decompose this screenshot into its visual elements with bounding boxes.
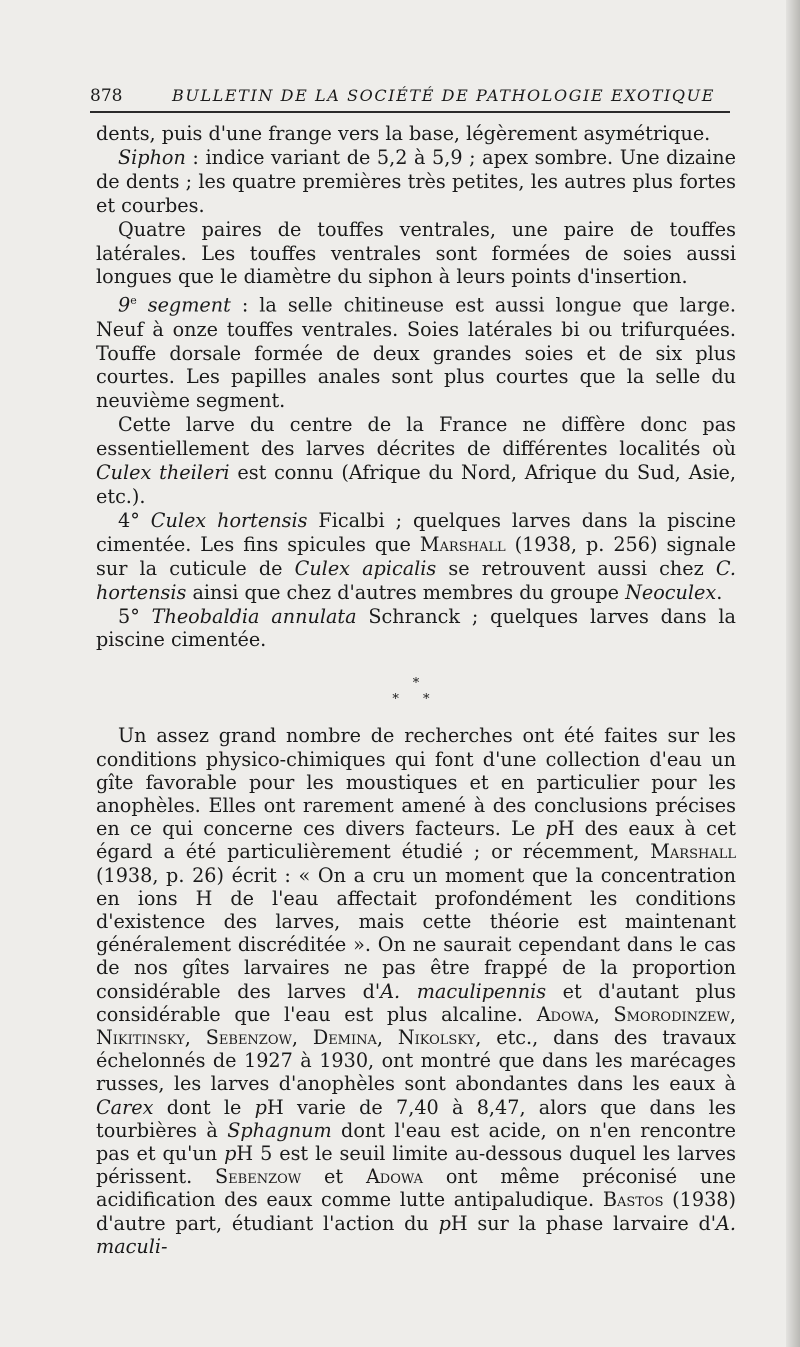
paragraph-continuation: dents, puis d'une frange vers la base, légèrement asymétrique. (96, 122, 711, 145)
paragraph-ph-research: Un assez grand nombre de recherches ont été faites sur les conditions physico-chimiques qui font d'une collection d'eau un gîte favorable pour les moustiques et en particulier pour les anophèles. Elles ont rarement amené à des conclusions précises en ce qui concerne ces divers facteurs. Le pH des eaux à cet égard a été particulièrement étudié ; or récemment, Marshall (1938, p. 26) écrit : « On a cru un moment que la concentration en ions H de l'eau affectait profondément les conditions d'existence des larves, mais cette théorie est maintenant généralement discréditée ». On ne saurait cependant dans le cas de nos gîtes larvaires ne pas être frappé de la proportion considérable des larves d'A. maculipennis et d'autant plus considérable que l'eau est plus alcaline. Adowa, Smorodinzew, Nikitinsky, Sebenzow, Demina, Nikolsky, etc., dans des travaux échelonnés de 1927 à 1930, ont montré que dans les marécages russes, les larves d'anophèles sont abondantes dans les eaux à Carex dont le pH varie de 7,40 à 8,47, alors que dans les tourbières à Sphagnum dont l'eau est acide, on n'en rencontre pas et qu'un pH 5 est le seuil limite au-dessous duquel les larves périssent. Sebenzow et Adowa ont même préconisé une acidification des eaux comme lutte antipaludique. Bastos (1938) d'autre part, étudiant l'action du pH sur la phase larvaire d'A. maculi- (96, 724, 737, 1258)
section-separator (96, 666, 736, 724)
paragraph-segment: 9e segment : la selle chitineuse est aussi longue que large. Neuf à onze touffes ventrales. Soies latérales bi ou trifurquées. Touffe dorsale formée de deux grandes soies et de six plus courtes. Les papilles anales sont plus courtes que la selle du neuvième segment. (96, 293, 736, 413)
group-name: Neoculex (625, 580, 717, 604)
species-name: Sphagnum (227, 1118, 332, 1142)
species-name: A. maculipennis (380, 979, 547, 1003)
running-title: BULLETIN DE LA SOCIÉTÉ DE PATHOLOGIE EXOTIQUE (172, 86, 715, 105)
paragraph-touffes: Quatre paires de touffes ventrales, une paire de touffes latérales. Les touffes ventrales sont formées de soies aussi longues que le diamètre du siphon à leurs points d'insertion. (96, 217, 736, 289)
species-name: C. hortensis (96, 556, 736, 604)
header-rule (90, 111, 730, 113)
author-list: Adowa, Smorodinzew, Nikitinsky, Sebenzow, Demina, Nikolsky (96, 1002, 736, 1049)
page-edge-shadow (786, 0, 800, 1347)
page-header (90, 82, 730, 108)
author-name: Marshall (650, 840, 736, 864)
author-name: Bastos (602, 1188, 664, 1212)
species-name: Culex hortensis (150, 508, 308, 532)
species-name: Carex (96, 1095, 154, 1119)
species-name: Theobaldia annulata (151, 604, 357, 628)
paragraph-theobaldia: 5° Theobaldia annulata Schranck ; quelques larves dans la piscine cimentée. (96, 604, 736, 652)
paragraph-culex-hortensis: 4° Culex hortensis Ficalbi ; quelques larves dans la piscine cimentée. Les fins spicules que Marshall (1938, p. 256) signale sur la cuticule de Culex apicalis se retrouvent aussi chez C. hortensis ainsi que chez d'autres membres du groupe Neoculex. (96, 508, 736, 604)
author-name: Adowa (365, 1165, 423, 1189)
species-name: A. maculi- (96, 1211, 736, 1258)
asterism-top: * (412, 676, 420, 692)
species-name: Culex theileri (96, 461, 230, 485)
author-name: Sebenzow (215, 1165, 302, 1189)
author-name: Marshall (419, 532, 506, 556)
term-siphon: Siphon (118, 145, 186, 169)
paragraph-siphon: Siphon : indice variant de 5,2 à 5,9 ; apex sombre. Une dizaine de dents ; les quatre premières très petites, les autres plus fortes et courbes. (96, 145, 736, 217)
paragraph-conclusion: Cette larve du centre de la France ne diffère donc pas essentiellement des larves décrites de différentes localités où Culex theileri est connu (Afrique du Nord, Afrique du Sud, Asie, etc.). (96, 413, 736, 508)
page-number: 878 (90, 86, 123, 106)
asterism-bottom: * * (392, 692, 440, 708)
body-text (96, 122, 736, 1258)
species-name: Culex apicalis (294, 556, 437, 580)
